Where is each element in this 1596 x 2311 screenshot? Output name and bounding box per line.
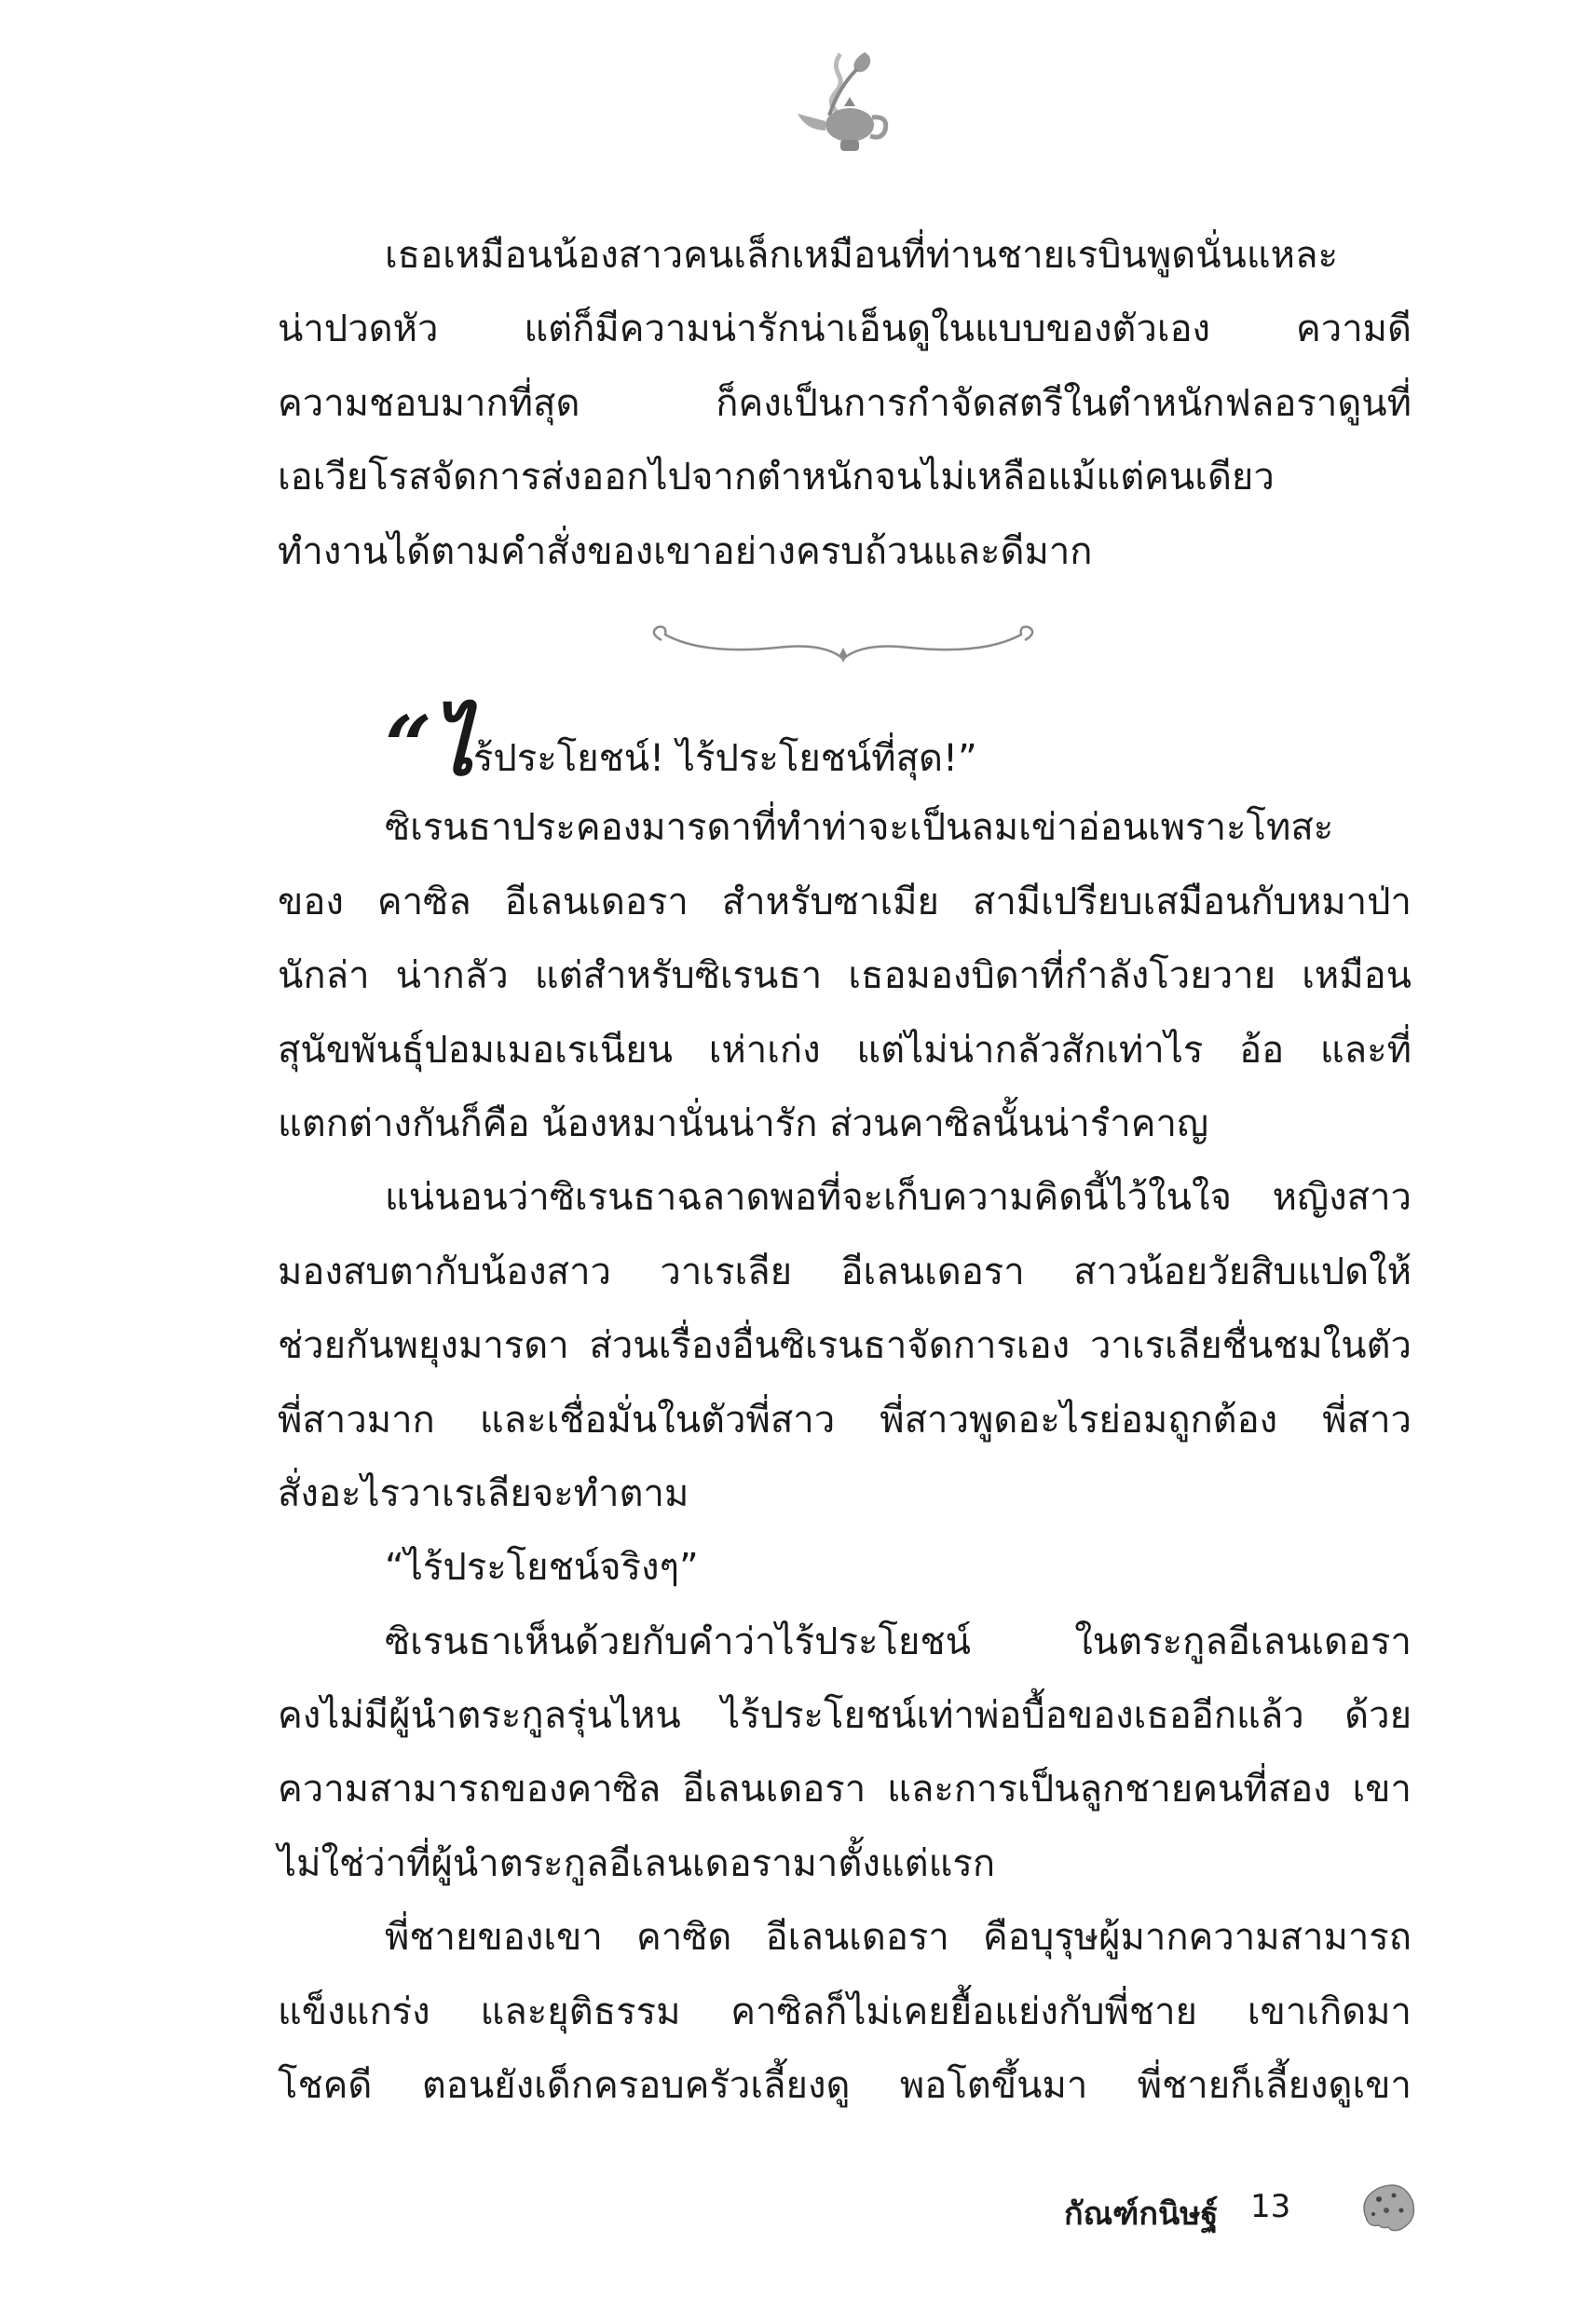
text-line: “ไร้ประโยชน์จริงๆ”	[385, 1546, 699, 1590]
text-line: แตกต่างกันก็คือ น้องหมานั่นน่ารัก ส่วนคาซิลนั้นน่ารำคาญ	[278, 1101, 1209, 1145]
divider-ornament-icon	[643, 620, 1044, 666]
text-line: ทำงานได้ตามคำสั่งของเขาอย่างครบถ้วนและดีมาก	[278, 529, 1093, 573]
cookie-icon	[1358, 2182, 1416, 2235]
drop-cap-line	[278, 697, 1412, 794]
drop-cap: “ไ	[385, 697, 473, 794]
body-text-top	[278, 219, 1412, 589]
text-line: โชคดี ตอนยังเด็กครอบครัวเลี้ยงดู พอโตขึ้นมา พี่ชายก็เลี้ยงดูเขา	[278, 2064, 1412, 2108]
text-line: เธอเหมือนน้องสาวคนเล็กเหมือนที่ท่านชายเรบินพูดนั่นแหละ	[385, 234, 1339, 277]
text-line: ความชอบมากที่สุด ก็คงเป็นการกำจัดสตรีในตำหนักฟลอราดูนที่	[278, 381, 1412, 425]
text-line: พี่สาวมาก และเชื่อมั่นในตัวพี่สาว พี่สาวพูดอะไรย่อมถูกต้อง พี่สาว	[278, 1398, 1412, 1442]
text-line: สั่งอะไรวาเรเลียจะทำตาม	[278, 1471, 689, 1515]
text-line: ของ คาซิล อีเลนเดอรา สำหรับซาเมีย สามีเปรียบเสมือนกับหมาป่า	[278, 880, 1412, 923]
drop-cap-rest: ร้ประโยชน์! ไร้ประโยชน์ที่สุด!”	[472, 737, 977, 780]
text-line: คงไม่มีผู้นำตระกูลรุ่นไหน ไร้ประโยชน์เท่าพ่อบื้อของเธออีกแล้ว ด้วย	[278, 1694, 1412, 1738]
teapot-fairy-logo-icon	[783, 47, 904, 158]
text-line: น่าปวดหัว แต่ก็มีความน่ารักน่าเอ็นดูในแบบของตัวเอง ความดี	[278, 308, 1412, 351]
text-line: เอเวียโรสจัดการส่งออกไปจากตำหนักจนไม่เหลือแม้แต่คนเดียว	[278, 456, 1275, 499]
text-line: ซิเรนธาประคองมารดาที่ทำท่าจะเป็นลมเข่าอ่อนเพราะโทสะ	[385, 806, 1334, 850]
text-line: มองสบตากับน้องสาว วาเรเลีย อีเลนเดอรา สาวน้อยวัยสิบแปดให้	[278, 1250, 1412, 1293]
text-line: ไม่ใช่ว่าที่ผู้นำตระกูลอีเลนเดอรามาตั้งแต่แรก	[278, 1841, 996, 1885]
text-line: สุนัขพันธุ์ปอมเมอเรเนียน เห่าเก่ง แต่ไม่น่ากลัวสักเท่าไร อ้อ และที่	[278, 1028, 1412, 1072]
text-line: แน่นอนว่าซิเรนธาฉลาดพอที่จะเก็บความคิดนี้ไว้ในใจ หญิงสาว	[385, 1176, 1412, 1220]
text-line: ซิเรนธาเห็นด้วยกับคำว่าไร้ประโยชน์ ในตระกูลอีเลนเดอรา	[385, 1620, 1412, 1663]
text-line: ช่วยกันพยุงมารดา ส่วนเรื่องอื่นซิเรนธาจัดการเอง วาเรเลียชื่นชมในตัว	[278, 1324, 1412, 1368]
text-line: นักล่า น่ากลัว แต่สำหรับซิเรนธา เธอมองบิดาที่กำลังโวยวาย เหมือน	[278, 954, 1412, 998]
page-number: 13	[1250, 2188, 1291, 2225]
text-line: ความสามารถของคาซิล อีเลนเดอรา และการเป็นลูกชายคนที่สอง เขา	[278, 1768, 1412, 1812]
running-footer-book-title: กัณฑ์กนิษฐ์	[1064, 2195, 1219, 2233]
text-line: พี่ชายของเขา คาซิด อีเลนเดอรา คือบุรุษผู้มากความสามารถ	[385, 1916, 1412, 1960]
text-line: แข็งแกร่ง และยุติธรรม คาซิลก็ไม่เคยยื้อแย่งกับพี่ชาย เขาเกิดมา	[278, 1990, 1412, 2033]
body-text-main	[278, 697, 1412, 2123]
